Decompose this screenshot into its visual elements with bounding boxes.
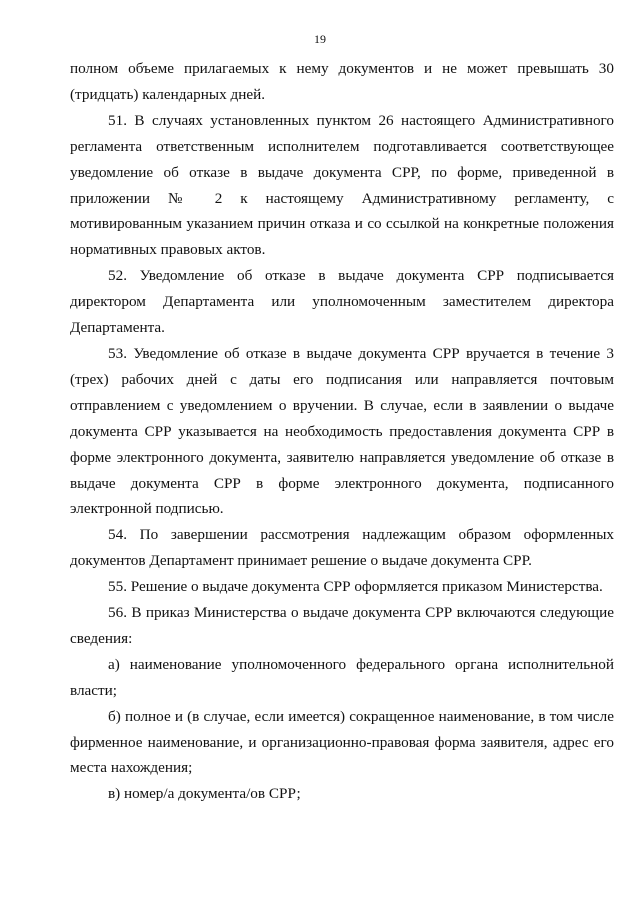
- paragraph-54: 54. По завершении рассмотрения надлежащим образом оформленных документов Департамент принимает решение о выдаче документа СРР.: [70, 526, 614, 570]
- paragraph-continuation: полном объеме прилагаемых к нему документов и не может превышать 30 (тридцать) календарных дней.: [70, 60, 614, 103]
- list-item-a: а) наименование уполномоченного федерального органа исполнительной власти;: [70, 655, 614, 699]
- paragraph-56: 56. В приказ Министерства о выдаче документа СРР включаются следующие сведения:: [70, 604, 614, 647]
- paragraph-53: 53. Уведомление об отказе в выдаче документа СРР вручается в течение 3 (трех) рабочих дней с даты его подписания или направляется почтовым отправлением с уведомлением о вручении. В случае, если в заявлении о выдаче документа СРР указывается на необходимость предоставления документа СРР в форме электронного документа, заявителю направляется уведомление об отказе в выдаче документа СРР в форме электронного документа, подписанного электронной подписью.: [70, 344, 614, 518]
- document-body: [70, 56, 614, 807]
- list-item-b: б) полное и (в случае, если имеется) сокращенное наименование, в том числе фирменное наименование, и организационно-правовая форма заявителя, адрес его места нахождения;: [70, 707, 614, 777]
- paragraph-52: 52. Уведомление об отказе в выдаче документа СРР подписывается директором Департамента или уполномоченным заместителем директора Департамента.: [70, 267, 614, 337]
- paragraph-55: 55. Решение о выдаче документа СРР оформляется приказом Министерства.: [108, 578, 603, 596]
- page-number: 19: [314, 32, 326, 46]
- list-item-v: в) номер/а документа/ов СРР;: [108, 785, 301, 803]
- paragraph-51: 51. В случаях установленных пунктом 26 настоящего Административного регламента ответственным исполнителем подготавливается соответствующее уведомление об отказе в выдаче документа СРР, по форме, приведенной в приложении № 2 к настоящему Административному регламенту, с мотивированным указанием причин отказа и со ссылкой на конкретные положения нормативных правовых актов.: [70, 111, 614, 259]
